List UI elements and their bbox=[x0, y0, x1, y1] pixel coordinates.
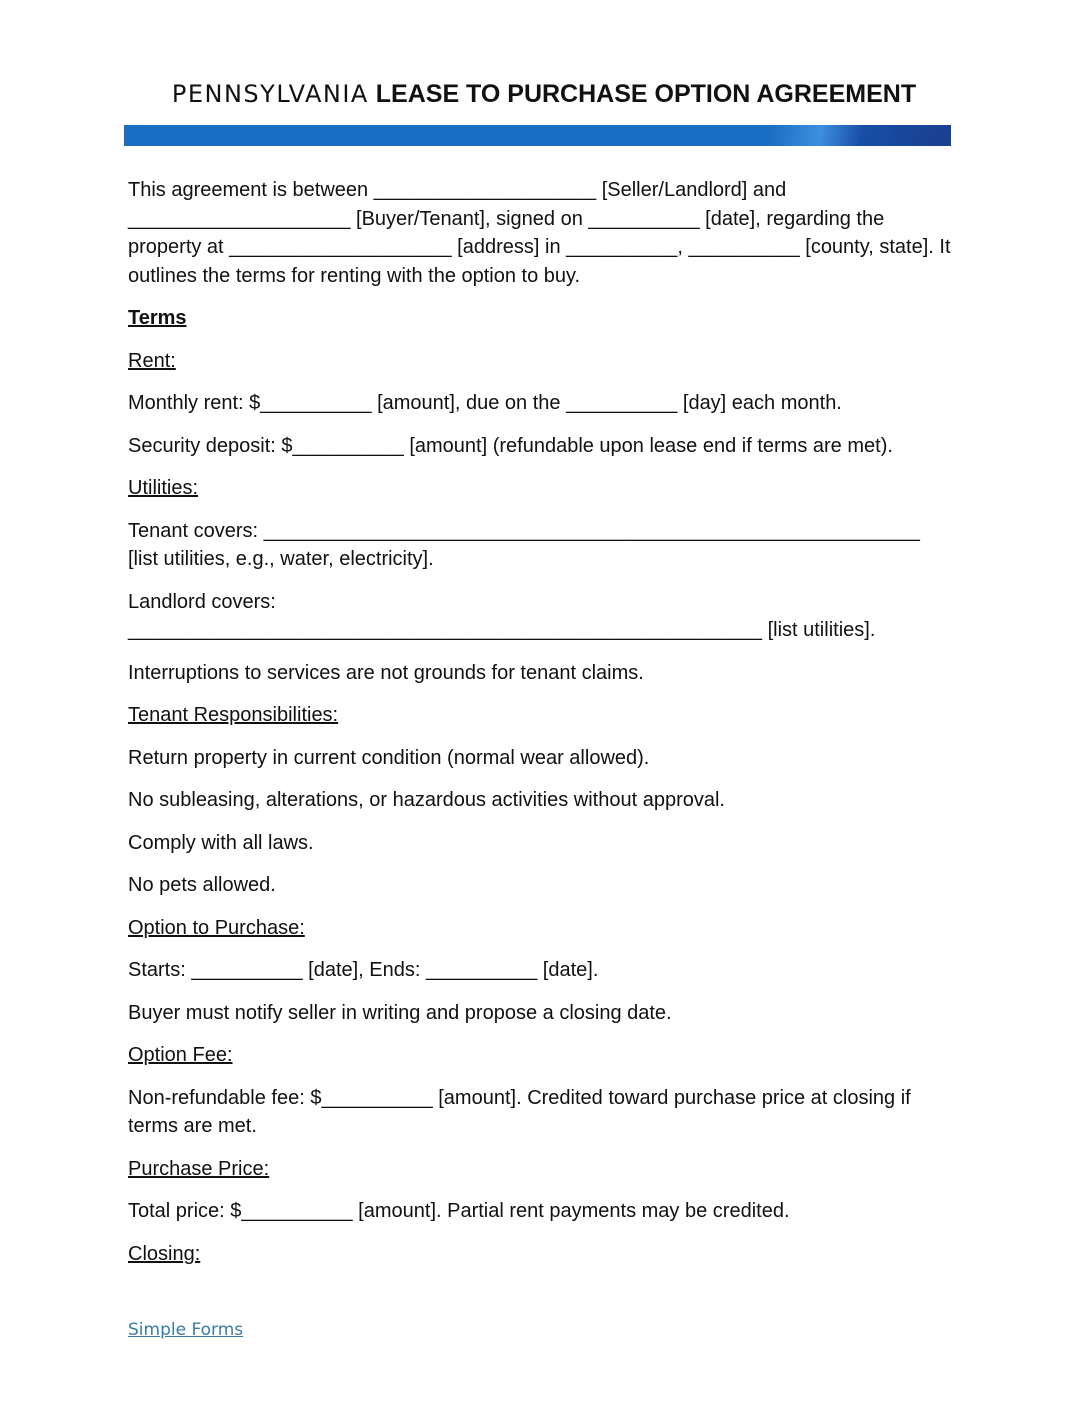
landlord-covers-line: _________________________________________________________ [list utilities]. bbox=[128, 619, 876, 641]
landlord-covers-label: Landlord covers: bbox=[128, 590, 276, 613]
option-notify-line: Buyer must notify seller in writing and propose a closing date. bbox=[128, 1001, 672, 1024]
purchase-price-heading: Purchase Price: bbox=[128, 1157, 270, 1180]
responsibility-item: No subleasing, alterations, or hazardous activities without approval. bbox=[128, 789, 725, 811]
title-main: LEASE TO PURCHASE OPTION AGREEMENT bbox=[375, 80, 917, 108]
intro-paragraph: This agreement is between ____________________ [Seller/Landlord] and ____________________ [Buyer/Tenant], signed on __________ [date], regarding the property at ____________________ [address] in __________, __________ [county, state]. It outlines the terms for renting with the option to buy. bbox=[128, 179, 951, 287]
option-fee-line: Non-refundable fee: $__________ [amount]. Credited toward purchase price at closing if terms are met. bbox=[128, 1086, 911, 1137]
responsibilities-heading: Tenant Responsibilities: bbox=[128, 704, 339, 726]
responsibility-item: Comply with all laws. bbox=[128, 831, 314, 854]
document-title bbox=[0, 80, 1088, 109]
closing-heading: Closing: bbox=[128, 1242, 201, 1265]
footer-link-simple-forms[interactable]: Simple Forms bbox=[128, 1320, 244, 1340]
interruptions-line: Interruptions to services are not grounds for tenant claims. bbox=[128, 661, 644, 684]
terms-heading: Terms bbox=[128, 307, 187, 329]
header-accent-bar bbox=[124, 125, 951, 146]
responsibility-item: Return property in current condition (normal wear allowed). bbox=[128, 746, 650, 769]
purchase-price-line: Total price: $__________ [amount]. Partial rent payments may be credited. bbox=[128, 1200, 790, 1222]
option-fee-heading: Option Fee: bbox=[128, 1044, 233, 1066]
title-state: PENNSYLVANIA bbox=[171, 80, 369, 108]
option-dates-line: Starts: __________ [date], Ends: __________ [date]. bbox=[128, 959, 599, 981]
responsibility-item: No pets allowed. bbox=[128, 874, 276, 896]
security-deposit-line: Security deposit: $__________ [amount] (refundable upon lease end if terms are met). bbox=[128, 434, 893, 457]
utilities-heading: Utilities: bbox=[128, 477, 199, 499]
monthly-rent-line: Monthly rent: $__________ [amount], due on the __________ [day] each month. bbox=[128, 392, 842, 414]
document-body bbox=[128, 176, 953, 1282]
rent-heading: Rent: bbox=[128, 349, 176, 372]
option-heading: Option to Purchase: bbox=[128, 916, 305, 939]
tenant-covers-line: Tenant covers: ___________________________________________________________ [list utilities, e.g., water, electricity]. bbox=[128, 519, 920, 570]
landlord-covers-block bbox=[128, 588, 953, 645]
